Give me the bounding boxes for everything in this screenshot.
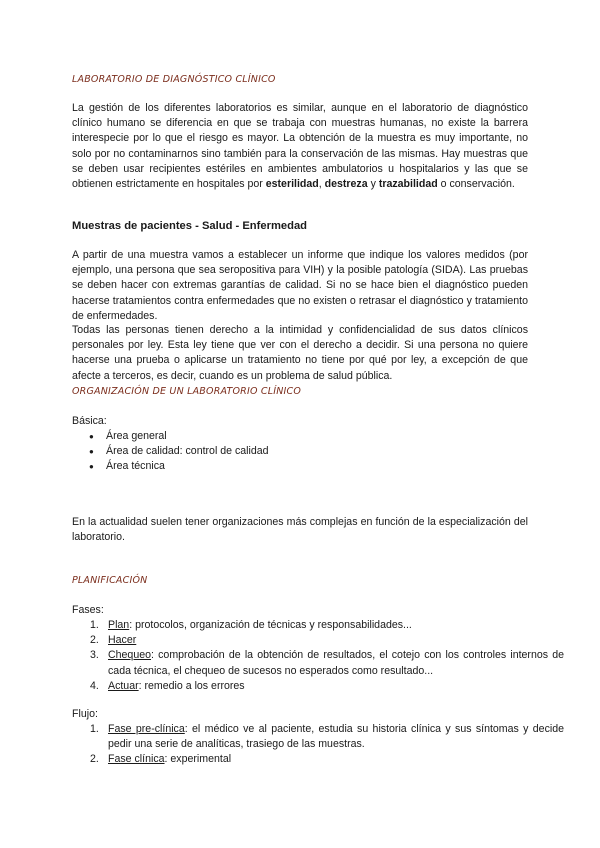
intro-text-2: o conservación. <box>437 178 515 191</box>
list-item <box>90 752 564 767</box>
org-heading: ORGANIZACIÓN DE UN LABORATORIO CLÍNICO <box>72 386 302 397</box>
list-item: ● Área general <box>106 429 562 444</box>
list-item: ● Área técnica <box>106 459 562 474</box>
list-item <box>90 722 564 752</box>
samples-paragraph-1: A partir de una muestra vamos a establecer un informe que indique los valores medidos (por ejemplo, una persona que sea seropositiva para VIH) y la posible patología (SIDA). Las pruebas se deben hacer con extremas garantías de calidad. Si no se hace bien el diagnóstico pueden hacerse tratamientos contra enfermedades que no existen o retrasar el diagnóstico y tratamiento de enfermedades. <box>72 249 528 322</box>
intro-bold-esterilidad: esterilidad <box>265 178 319 191</box>
phase-term: Actuar <box>108 679 139 692</box>
phase-desc: : comprobación de la obtención de resultados, el cotejo con los controles internos de cada técnica, el chequeo de sucesos no esperados como resultado... <box>108 649 564 677</box>
phase-desc: : remedio a los errores <box>138 679 245 692</box>
phases-list <box>72 618 564 694</box>
list-number: 3. <box>90 649 99 662</box>
flow-term: Fase clínica <box>108 753 165 766</box>
basic-label: Básica: <box>72 415 107 427</box>
flow-desc: : experimental <box>164 753 232 766</box>
flow-list <box>72 722 564 768</box>
list-number: 4. <box>90 679 99 692</box>
list-number: 2. <box>90 753 99 766</box>
list-item <box>90 679 564 694</box>
intro-sep-2: y <box>367 178 379 191</box>
phase-term: Hacer <box>108 634 137 647</box>
list-item: ● Área de calidad: control de calidad <box>106 444 562 459</box>
samples-heading: Muestras de pacientes - Salud - Enfermedad <box>72 220 308 232</box>
list-item <box>90 618 564 633</box>
phase-term: Plan <box>108 619 130 631</box>
basic-list <box>72 429 562 475</box>
intro-bold-trazabilidad: trazabilidad <box>378 178 438 191</box>
flow-term: Fase pre-clínica <box>108 723 185 735</box>
list-number: 1. <box>90 723 99 735</box>
intro-text-1: La gestión de los diferentes laboratorios es similar, aunque en el laboratorio de diagnóstico clínico humano se diferencia en que se trabaja con muestras humanas, no existe la barrera interespecie por lo que el riesgo es mayor. La obtención de la muestra es muy importante, no solo por no contaminarnos sino también para la conservación de las mismas. Hay muestras que se deben usar recipientes estériles en ambientes ambulatorios u hospitalarios y las que se obtienen estrictamente en hospitales por <box>72 102 528 191</box>
flow-desc: : el médico ve al paciente, estudia su historia clínica y sus síntomas y decide pedir una serie de analíticas, trasiego de las muestras. <box>108 723 564 751</box>
phase-desc: : protocolos, organización de técnicas y responsabilidades... <box>129 619 412 631</box>
plan-heading: PLANIFICACIÓN <box>72 575 148 586</box>
intro-bold-destreza: destreza <box>324 178 368 191</box>
phase-term: Chequeo <box>108 649 152 662</box>
flow-label: Flujo: <box>72 708 98 720</box>
list-number: 1. <box>90 619 99 631</box>
list-item <box>90 648 564 678</box>
intro-paragraph <box>72 101 528 192</box>
list-number: 2. <box>90 634 99 647</box>
lab-heading: LABORATORIO DE DIAGNÓSTICO CLÍNICO <box>72 74 276 85</box>
list-item <box>90 633 564 648</box>
phases-label: Fases: <box>72 604 104 616</box>
org-paragraph: En la actualidad suelen tener organizaciones más complejas en función de la especialización del laboratorio. <box>72 516 528 544</box>
intro-sep-1: , <box>318 178 325 191</box>
samples-paragraph-2: Todas las personas tienen derecho a la intimidad y confidencialidad de sus datos clínicos personales por ley. Esta ley tiene que ver con el derecho a decidir. Si una persona no quiere hacerse una prueba o aplicarse un tratamiento no tiene por qué por ley, a excepción de que afecte a terceros, es decir, cuando es un problema de salud pública. <box>72 324 528 382</box>
